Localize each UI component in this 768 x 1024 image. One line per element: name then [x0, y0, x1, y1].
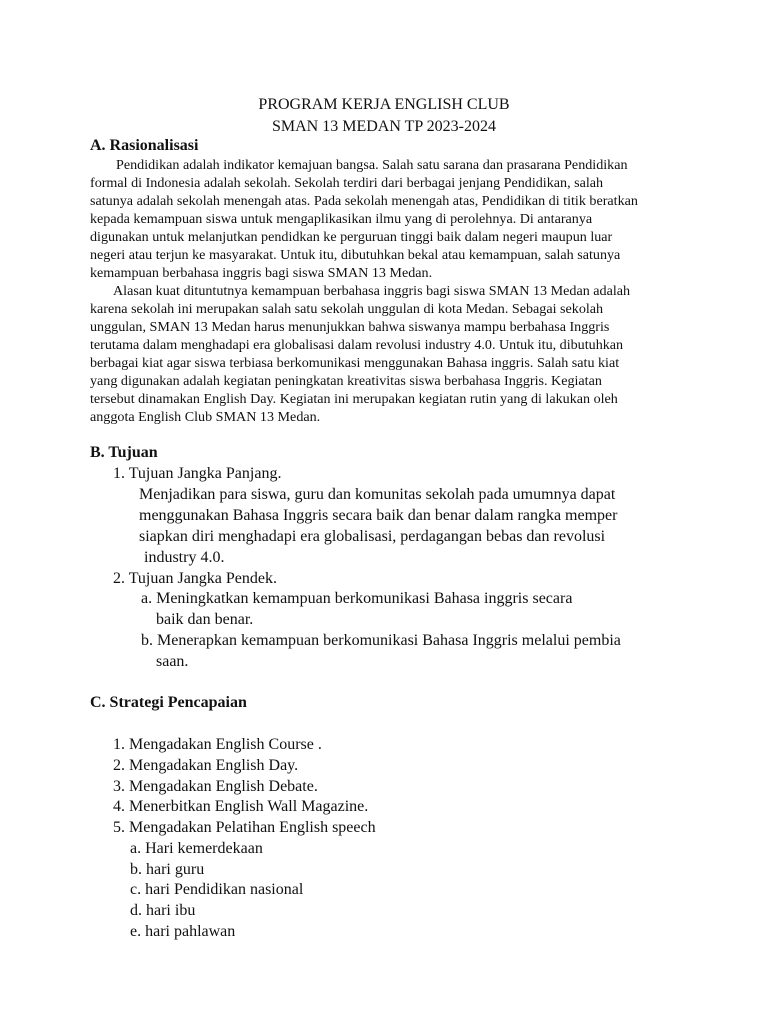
speech-event-item: e. hari pahlawan — [130, 923, 236, 940]
section-c-heading: C. Strategi Pencapaian — [90, 694, 247, 711]
strategy-list-item: 3. Mengadakan English Debate. — [113, 778, 318, 795]
section-a-paragraph-line: anggota English Club SMAN 13 Medan. — [90, 409, 321, 425]
section-a-paragraph-line: negeri atau terjun ke masyarakat. Untuk itu, dibutuhkan bekal atau kemampuan, salah satunya — [90, 247, 621, 263]
goal-short-term-line: b. Menerapkan kemampuan berkomunikasi Bahasa Inggris melalui pembia — [141, 632, 621, 649]
goal-short-term-line: a. Meningkatkan kemampuan berkomunikasi Bahasa inggris secara — [141, 590, 573, 607]
goal-short-term-line: baik dan benar. — [156, 611, 254, 628]
section-a-paragraph-line: yang digunakan adalah kegiatan peningkatan kreativitas siswa berbahasa Inggris. Kegiatan — [90, 373, 602, 389]
section-a-paragraph-line: terutama dalam menghadapi era globalisasi dalam revolusi industry 4.0. Untuk itu, dibutuhkan — [90, 337, 624, 353]
section-a-paragraph-line: Pendidikan adalah indikator kemajuan bangsa. Salah satu sarana dan prasarana Pendidikan — [116, 157, 628, 173]
document-title-line-1: PROGRAM KERJA ENGLISH CLUB — [258, 96, 510, 113]
speech-event-item: a. Hari kemerdekaan — [130, 840, 263, 857]
section-a-paragraph-line: digunakan untuk melanjutkan pendidkan ke perguruan tinggi baik dalam negeri maupun luar — [90, 229, 613, 245]
section-a-paragraph-line: kemampuan berbahasa inggris bagi siswa SMAN 13 Medan. — [90, 265, 433, 281]
goal-long-term-line: menggunakan Bahasa Inggris secara baik dan benar dalam rangka memper — [139, 507, 618, 524]
document-title-line-2: SMAN 13 MEDAN TP 2023-2024 — [271, 118, 496, 135]
section-a-paragraph-line: satunya adalah sekolah menengah atas. Pada sekolah menengah atas, Pendidikan di titik beratkan — [90, 193, 638, 209]
section-a-paragraph-line: karena sekolah ini merupakan salah satu sekolah unggulan di kota Medan. Sebagai sekolah — [90, 301, 604, 317]
speech-event-item: d. hari ibu — [130, 902, 196, 919]
strategy-list-item: 5. Mengadakan Pelatihan English speech — [113, 819, 376, 836]
goal-item-short-term: 2. Tujuan Jangka Pendek. — [113, 570, 277, 587]
speech-event-item: c. hari Pendidikan nasional — [130, 881, 304, 898]
strategy-list-item: 2. Mengadakan English Day. — [113, 757, 299, 774]
goal-item-long-term: 1. Tujuan Jangka Panjang. — [113, 465, 282, 482]
goal-long-term-line: Menjadikan para siswa, guru dan komunitas sekolah pada umumnya dapat — [139, 486, 616, 503]
goal-short-term-line: saan. — [156, 653, 189, 670]
goal-long-term-line: industry 4.0. — [144, 549, 225, 566]
section-a-heading: A. Rasionalisasi — [90, 137, 199, 154]
strategy-list-item: 1. Mengadakan English Course . — [113, 736, 322, 753]
section-a-paragraph-line: unggulan, SMAN 13 Medan harus menunjukkan bahwa siswanya mampu berbahasa Inggris — [90, 319, 610, 335]
goal-long-term-line: siapkan diri menghadapi era globalisasi, perdagangan bebas dan revolusi — [139, 528, 606, 545]
section-a-paragraph-line: kepada kemampuan siswa untuk mengaplikasikan ilmu yang di perolehnya. Di antaranya — [90, 211, 593, 227]
strategy-list-item: 4. Menerbitkan English Wall Magazine. — [113, 798, 369, 815]
section-a-paragraph-line: berbagai kiat agar siswa terbiasa berkomunikasi menggunakan Bahasa inggris. Salah satu kiat — [90, 355, 620, 371]
speech-event-item: b. hari guru — [130, 861, 205, 878]
section-a-paragraph-line: Alasan kuat dituntutnya kemampuan berbahasa inggris bagi siswa SMAN 13 Medan adalah — [113, 283, 631, 299]
section-b-heading: B. Tujuan — [90, 444, 158, 461]
section-a-paragraph-line: formal di Indonesia adalah sekolah. Sekolah terdiri dari berbagai jenjang Pendidikan, salah — [90, 175, 604, 191]
section-a-paragraph-line: tersebut dinamakan English Day. Kegiatan ini merupakan kegiatan rutin yang di lakukan oleh — [90, 391, 618, 407]
